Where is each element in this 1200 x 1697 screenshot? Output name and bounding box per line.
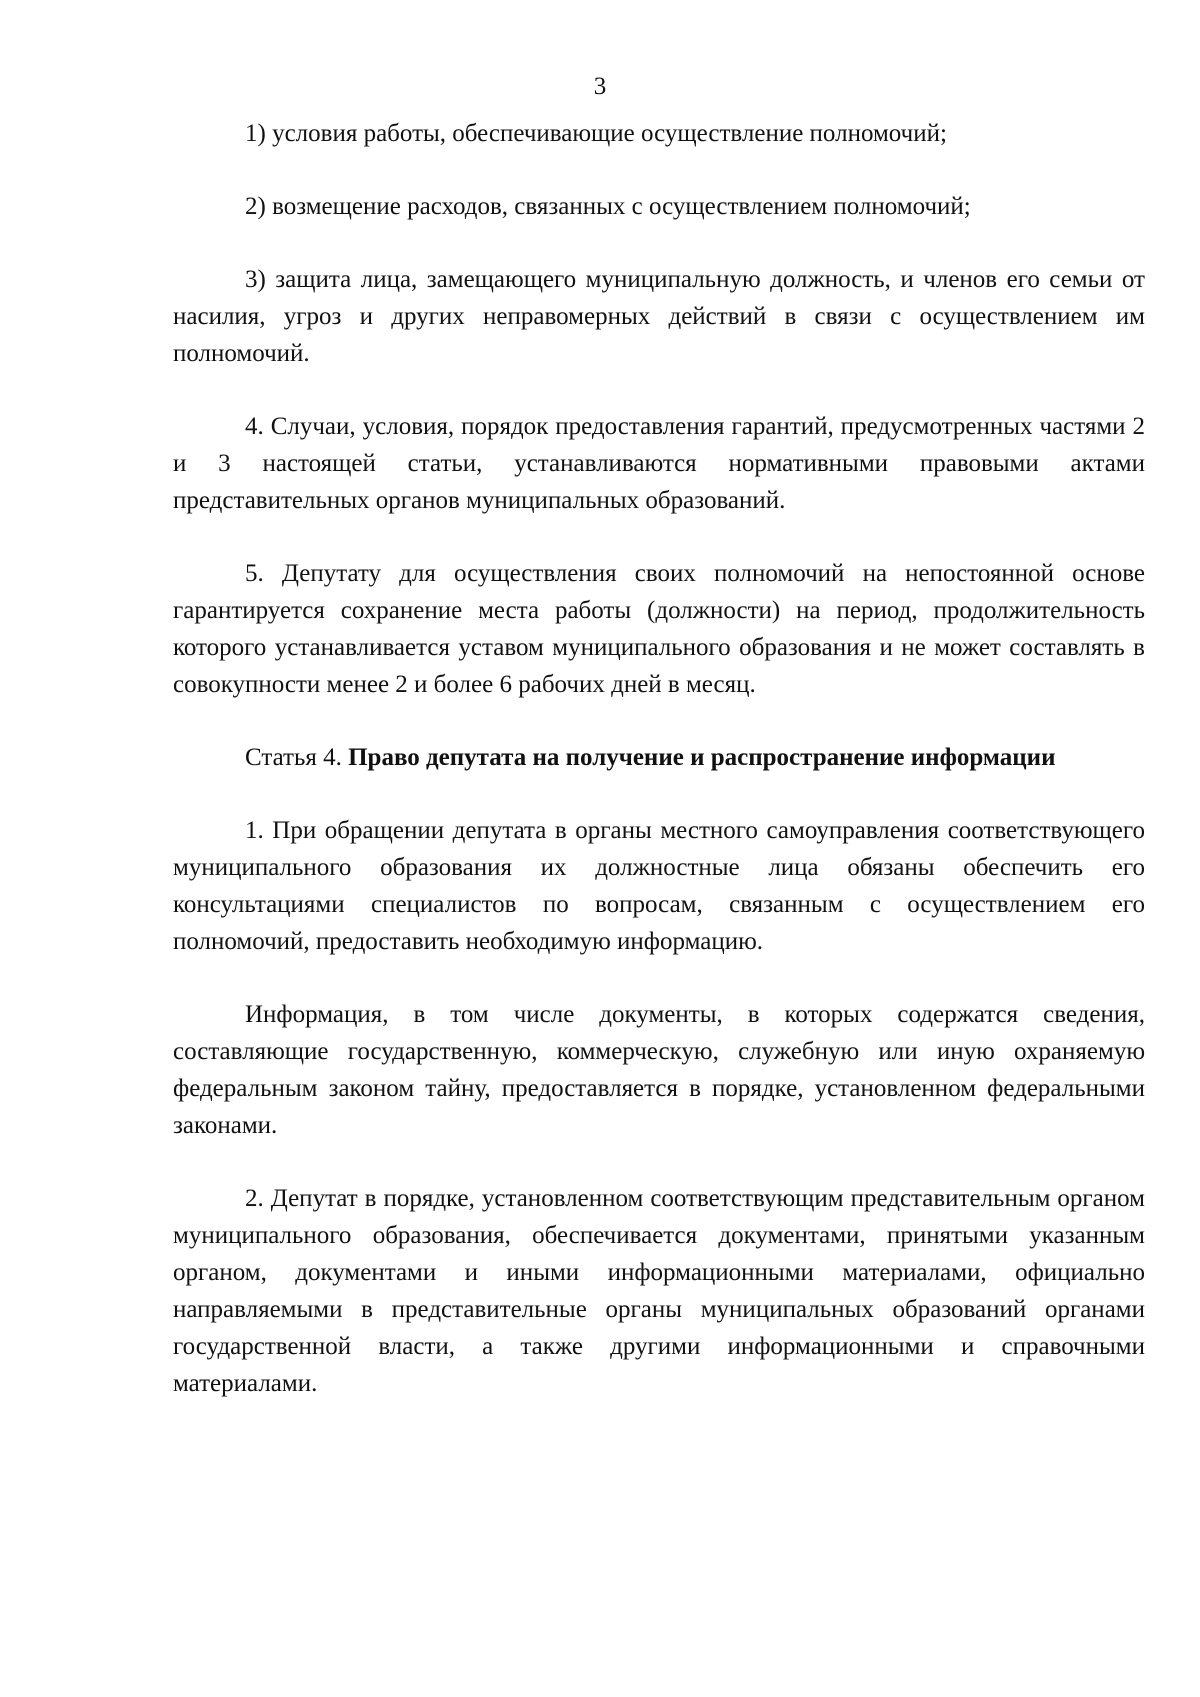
article-4-part-1-information: Информация, в том числе документы, в которых содержатся сведения, составляющие государственную, коммерческую, служебную или иную охраняемую федеральным законом тайну, предоставляется в порядке, установленном федеральными законами. <box>173 1001 1145 1139</box>
paragraph-part-4: 4. Случаи, условия, порядок предоставления гарантий, предусмотренных частями 2 и 3 настоящей статьи, устанавливаются нормативными правовыми актами представительных органов муниципальных образований. <box>173 413 1145 514</box>
article-4-title: Право депутата на получение и распространение информации <box>348 744 1056 771</box>
paragraph-item-2: 2) возмещение расходов, связанных с осуществлением полномочий; <box>245 193 971 220</box>
article-4-heading <box>173 739 1145 776</box>
paragraph-item-3: 3) защита лица, замещающего муниципальную должность, и членов его семьи от насилия, угроз и других неправомерных действий в связи с осуществлением им полномочий. <box>173 266 1145 367</box>
article-4-part-1: 1. При обращении депутата в органы местного самоуправления соответствующего муниципального образования их должностные лица обязаны обеспечить его консультациями специалистов по вопросам, связанным с осуществлением его полномочий, предоставить необходимую информацию. <box>173 817 1145 955</box>
article-4-prefix: Статья 4. <box>245 744 342 771</box>
paragraph-part-5: 5. Депутату для осуществления своих полномочий на непостоянной основе гарантируется сохранение места работы (должности) на период, продолжительность которого устанавливается уставом муниципального образования и не может составлять в совокупности менее 2 и более 6 рабочих дней в месяц. <box>173 560 1145 698</box>
page-number: 3 <box>593 73 607 100</box>
paragraph-item-1: 1) условия работы, обеспечивающие осуществление полномочий; <box>245 120 947 147</box>
document-body <box>173 115 1145 1402</box>
article-4-part-2: 2. Депутат в порядке, установленном соответствующим представительным органом муниципального образования, обеспечивается документами, принятыми указанным органом, документами и иными информационными материалами, официально направляемыми в представительные органы муниципальных образований органами государственной власти, а также другими информационными и справочными материалами. <box>173 1185 1145 1397</box>
